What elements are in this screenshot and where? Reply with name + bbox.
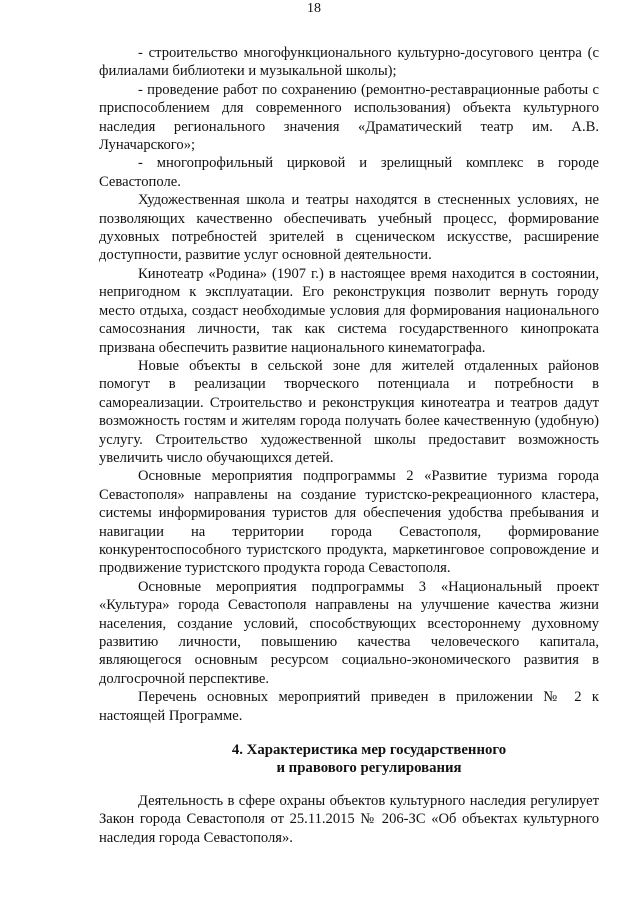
document-body [99,44,599,847]
list-item-theatre-restoration: - проведение работ по сохранению (ремонтно-реставрационные работы с приспособлением для современного использования) объекта культурного наследия регионального значения «Драматический театр им. А.В. Луначарского»; [99,81,599,154]
paragraph-cinema-rodina: Кинотеатр «Родина» (1907 г.) в настоящее время находится в состоянии, непригодном к эксплуатации. Его реконструкция позволит вернуть городу место отдыха, создаст необходимые условия для формирования национального самосознания личности, так как система государственного кинопроката призвана обеспечить развитие национального кинематографа. [99,265,599,356]
list-item-circus-complex: - многопрофильный цирковой и зрелищный комплекс в городе Севастополе. [99,155,599,190]
paragraph-rural-objects: Новые объекты в сельской зоне для жителей отдаленных районов помогут в реализации творческого потенциала и потребности в самореализации. Строительство и реконструкция кинотеатра и театров дадут возможность гостям и жителям города получать более качественную (удобную) услугу. Строительство художественной школы предоставит возможность увеличить число обучающихся детей. [99,357,599,466]
page-number: 18 [307,1,321,16]
list-item-cultural-center: - строительство многофункционального культурно-досугового центра (с филиалами библиотеки и музыкальной школы); [99,45,599,80]
paragraph-subprogram-2: Основные мероприятия подпрограммы 2 «Развитие туризма города Севастополя» направлены на создание туристско-рекреационного кластера, системы информирования туристов для обеспечения удобства пребывания и навигации на территории города Севастополя, формирование конкурентоспособного туристского продукта, маркетинговое сопровождение и продвижение туристского продукта города Севастополя. [99,468,599,577]
paragraph-appendix-reference: Перечень основных мероприятий приведен в приложении № 2 к настоящей Программе. [99,689,599,724]
section-heading [99,741,599,778]
paragraph-art-school: Художественная школа и театры находятся в стесненных условиях, не позволяющих качественно обеспечивать учебный процесс, формирование духовных потребностей зрителей в сценическом искусстве, расширение доступности, развитие услуг основной деятельности. [99,192,599,264]
section-heading-line-1: 4. Характеристика мер государственного [231,742,507,759]
paragraph-regulation: Деятельность в сфере охраны объектов культурного наследия регулирует Закон города Севастополя от 25.11.2015 № 206-ЗС «Об объектах культурного наследия города Севастополя». [99,792,599,846]
paragraph-subprogram-3: Основные мероприятия подпрограммы 3 «Национальный проект «Культура» города Севастополя направлены на улучшение качества жизни населения, создание условий, способствующих всестороннему духовному развитию личности, повышению качества человеческого капитала, являющегося основным ресурсом социально-экономического развития в долгосрочной перспективе. [99,578,599,687]
section-heading-line-2: и правового регулирования [276,760,462,777]
